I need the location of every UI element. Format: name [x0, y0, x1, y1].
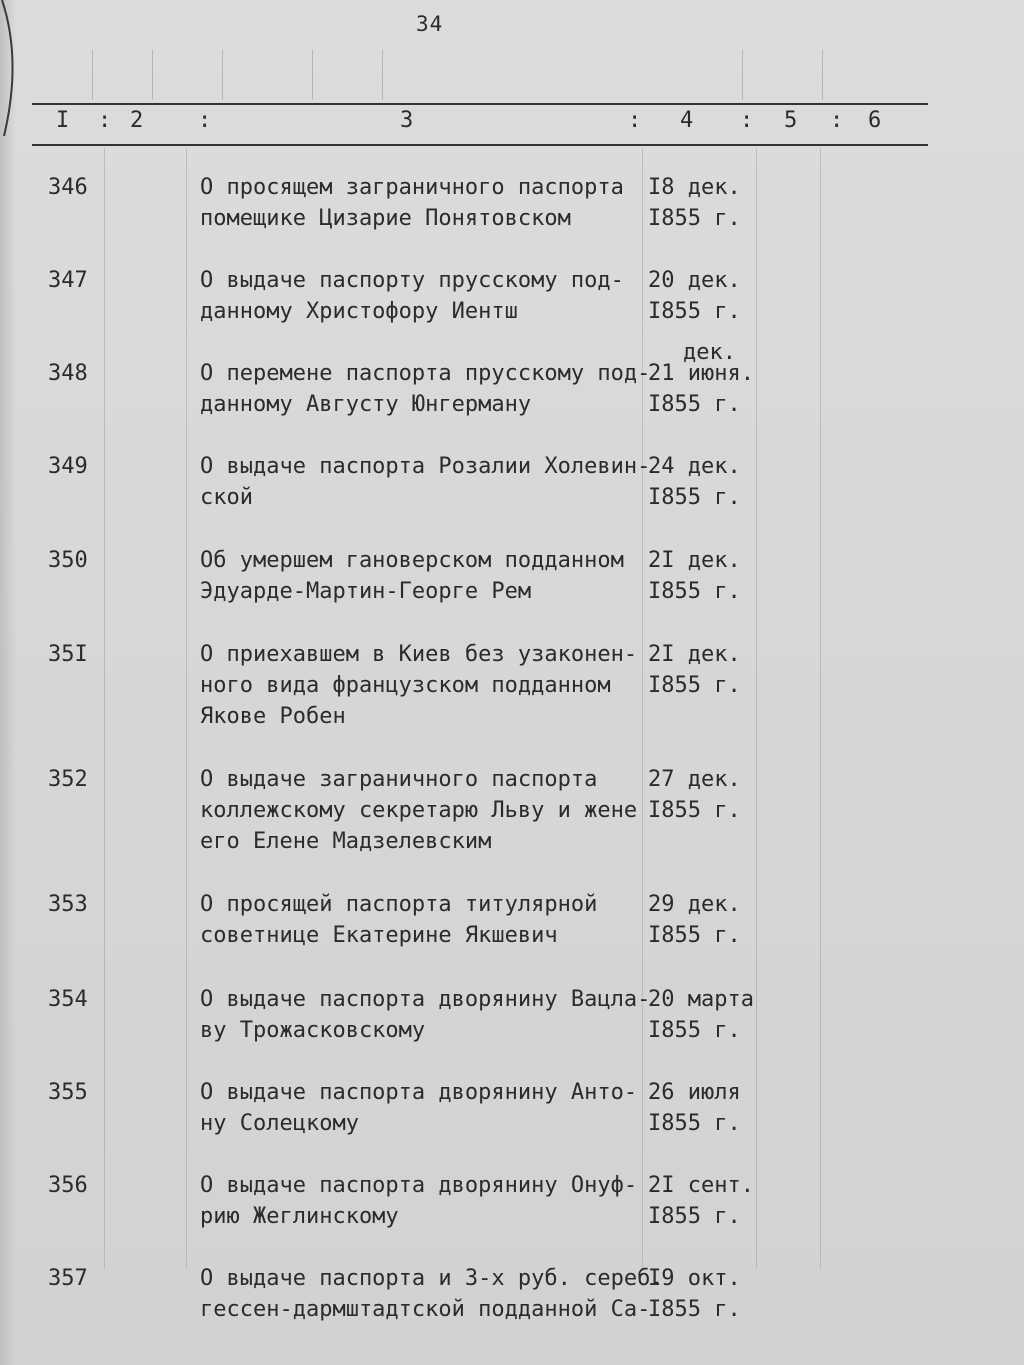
column-divider	[756, 148, 757, 1268]
entry-description	[200, 545, 660, 607]
date-year: I855 г.	[648, 206, 741, 231]
date-year: I855 г.	[648, 299, 741, 324]
page-number: 34	[416, 12, 444, 36]
entry-description	[200, 1170, 660, 1232]
column-separator: :	[98, 108, 112, 133]
description-line: советнице Екатерине Якшевич	[200, 923, 558, 948]
date-year: I855 г.	[648, 1111, 741, 1136]
description-line: О выдаче паспорта дворянину Вацла-	[200, 987, 651, 1012]
date-year: I855 г.	[648, 798, 741, 823]
entry-description	[200, 265, 660, 327]
description-line: рию Жеглинскому	[200, 1204, 399, 1229]
entry-description	[200, 1077, 660, 1139]
column-separator: :	[740, 108, 754, 133]
date-day-month: 20 дек.	[648, 268, 741, 293]
date-year: I855 г.	[648, 1204, 741, 1229]
date-correction: дек.	[683, 340, 736, 365]
column-number: 6	[868, 108, 882, 133]
entry-description	[200, 358, 660, 420]
date-day-month: 2I дек.	[648, 548, 741, 573]
column-number: 2	[130, 108, 144, 133]
page-edge-shadow	[0, 0, 16, 1365]
entry-description	[200, 639, 660, 732]
date-year: I855 г.	[648, 1018, 741, 1043]
description-line: Якове Робен	[200, 704, 346, 729]
date-day-month: 27 дек.	[648, 767, 741, 792]
column-number: 4	[680, 108, 694, 133]
entry-date	[648, 1077, 741, 1139]
description-line: Об умершем гановерском подданном	[200, 548, 624, 573]
column-divider	[820, 148, 821, 1268]
entry-description	[200, 984, 660, 1046]
description-line: данному Августу Юнгерману	[200, 392, 532, 417]
column-divider	[186, 148, 187, 1268]
entry-date	[648, 639, 741, 701]
entry-date	[648, 764, 741, 826]
entry-number: 354	[48, 987, 88, 1012]
column-number: I	[56, 108, 70, 133]
date-day-month: 2I сент.	[648, 1173, 754, 1198]
description-line: его Елене Мадзелевским	[200, 829, 492, 854]
date-day-month: 29 дек.	[648, 892, 741, 917]
description-line: ву Трожасковскому	[200, 1018, 426, 1043]
entry-description	[200, 764, 660, 857]
entry-date	[648, 1170, 754, 1232]
description-line: ного вида французском подданном	[200, 673, 611, 698]
date-day-month: 26 июля	[648, 1080, 741, 1105]
entry-number: 349	[48, 454, 88, 479]
header-rule-bottom	[32, 144, 928, 146]
description-line: О просящей паспорта титулярной	[200, 892, 598, 917]
entry-number: 350	[48, 548, 88, 573]
entry-number: 346	[48, 175, 88, 200]
date-day-month: 24 дек.	[648, 454, 741, 479]
description-line: гессен-дармштадтской подданной Са-	[200, 1297, 651, 1322]
description-line: ской	[200, 485, 253, 510]
description-line: данному Христофору Иентш	[200, 299, 518, 324]
description-line: Эдуарде-Мартин-Георге Рем	[200, 579, 532, 604]
entry-description	[200, 1263, 664, 1325]
date-year: I855 г.	[648, 673, 741, 698]
date-day-month: I8 дек.	[648, 175, 741, 200]
description-line: ну Солецкому	[200, 1111, 359, 1136]
column-number: 5	[784, 108, 798, 133]
header-rule-top	[32, 103, 928, 105]
date-day-month: I9 окт.	[648, 1266, 741, 1291]
description-line: О приехавшем в Киев без узаконен-	[200, 642, 638, 667]
entry-number: 347	[48, 268, 88, 293]
description-line: О просящем заграничного паспорта	[200, 175, 624, 200]
description-line: О выдаче заграничного паспорта	[200, 767, 598, 792]
entry-number: 352	[48, 767, 88, 792]
bleed-through-header	[22, 50, 922, 100]
entry-date	[648, 358, 754, 420]
description-line: О перемене паспорта прусскому под-	[200, 361, 651, 386]
entry-description	[200, 172, 660, 234]
entry-number: 355	[48, 1080, 88, 1105]
description-line: О выдаче паспорту прусскому под-	[200, 268, 624, 293]
entry-number: 348	[48, 361, 88, 386]
entry-date	[648, 172, 741, 234]
entry-number: 35I	[48, 642, 88, 667]
date-day-month: 20 марта	[648, 987, 754, 1012]
entry-number: 353	[48, 892, 88, 917]
entry-date	[648, 984, 754, 1046]
date-year: I855 г.	[648, 1297, 741, 1322]
column-number: 3	[400, 108, 414, 133]
date-day-month: 21 июня.	[648, 361, 754, 386]
entry-date	[648, 1263, 741, 1325]
date-year: I855 г.	[648, 392, 741, 417]
column-divider	[104, 148, 105, 1268]
entry-date	[648, 545, 741, 607]
column-separator: :	[830, 108, 844, 133]
date-year: I855 г.	[648, 485, 741, 510]
date-year: I855 г.	[648, 579, 741, 604]
description-line: О выдаче паспорта и 3-х руб. сереб.	[200, 1266, 664, 1291]
date-day-month: 2I дек.	[648, 642, 741, 667]
description-line: О выдаче паспорта дворянину Анто-	[200, 1080, 638, 1105]
entry-description	[200, 889, 660, 951]
entry-date	[648, 889, 741, 951]
column-separator: :	[628, 108, 642, 133]
description-line: помещике Цизарие Понятовском	[200, 206, 571, 231]
description-line: О выдаче паспорта Розалии Холевин-	[200, 454, 651, 479]
entry-description	[200, 451, 660, 513]
description-line: коллежскому секретарю Льву и жене	[200, 798, 638, 823]
entry-number: 356	[48, 1173, 88, 1198]
column-numbers-row	[0, 108, 1024, 142]
entry-number: 357	[48, 1266, 88, 1291]
description-line: О выдаче паспорта дворянину Онуф-	[200, 1173, 638, 1198]
entry-date	[648, 265, 741, 327]
entry-date	[648, 451, 741, 513]
column-separator: :	[198, 108, 212, 133]
date-year: I855 г.	[648, 923, 741, 948]
